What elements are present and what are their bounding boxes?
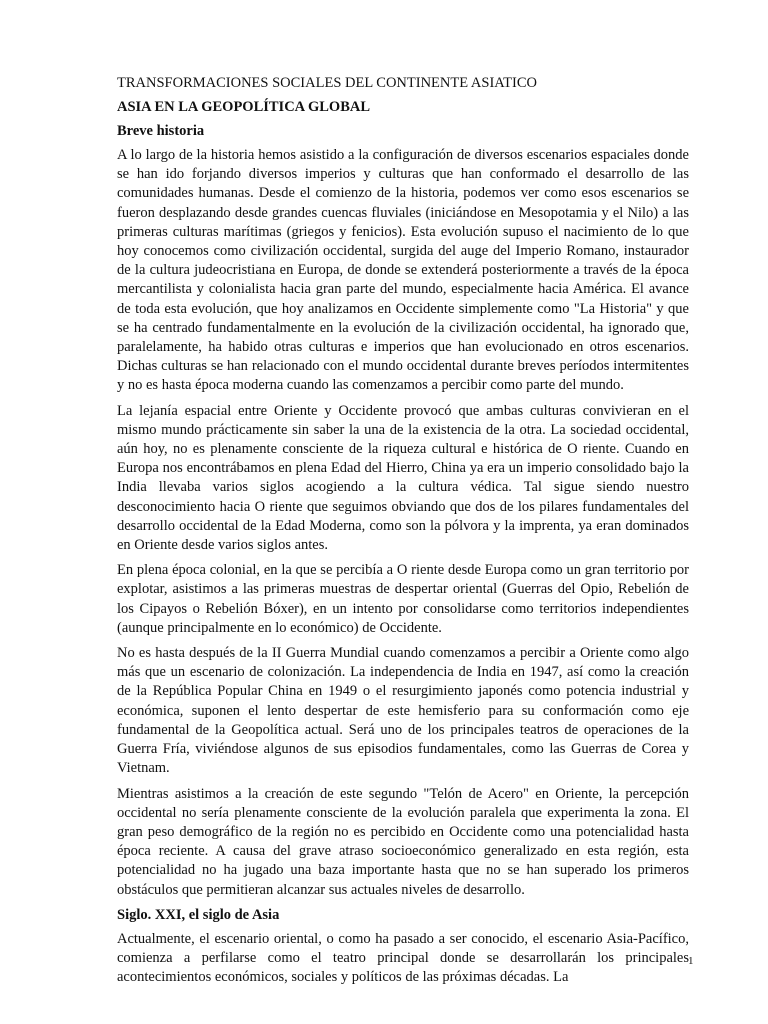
paragraph: La lejanía espacial entre Oriente y Occidente provocó que ambas culturas convivieran en el mismo mundo prácticamente sin saber la una de la existencia de la otra. La sociedad occidental, aún hoy, no es plenamente consciente de la riqueza cultural e histórica de O riente. Cuando en Europa nos encontrábamos en plena Edad del Hierro, China ya era un imperio consolidado bajo la India llevaba varios siglos acogiendo a la cultura védica. Tal sigue siendo nuestro desconocimiento hacia O riente que seguimos obviando que dos de los pilares fundamentales del desarrollo occidental de la Edad Moderna, como son la pólvora y la imprenta, ya eran dominados en Oriente desde varios siglos antes. bbox=[117, 402, 689, 554]
paragraph: Actualmente, el escenario oriental, o como ha pasado a ser conocido, el escenario Asia-Pacífico, comienza a perfilarse como el teatro principal donde se desarrollarán los principales acontecimientos económicos, sociales y políticos de las próximas décadas. La bbox=[117, 930, 689, 986]
document-title: TRANSFORMACIONES SOCIALES DEL CONTINENTE ASIATICO bbox=[117, 75, 537, 91]
page-number: 1 bbox=[688, 955, 694, 967]
subsection-title-breve-historia: Breve historia bbox=[117, 123, 205, 139]
subsection-title-siglo-xxi: Siglo. XXI, el siglo de Asia bbox=[117, 906, 280, 923]
paragraph: No es hasta después de la II Guerra Mundial cuando comenzamos a percibir a Oriente como algo más que un escenario de colonización. La independencia de India en 1947, así como la creación de la República Popular China en 1949 o el resurgimiento japonés como potencia industrial y económica, suponen el lento despertar de este hemisferio para su conformación como eje fundamental de la Geopolítica actual. Será uno de los principales teatros de operaciones de la Guerra Fría, viviéndose algunos de sus episodios fundamentales, como las Guerras de Corea y Vietnam. bbox=[117, 645, 689, 777]
document-page bbox=[117, 74, 689, 993]
paragraph: Mientras asistimos a la creación de este segundo "Telón de Acero" en Oriente, la percepción occidental no sería plenamente consciente de la evolución paralela que experimenta la zona. El gran peso demográfico de la región no es percibido en Occidente como una potencialidad hasta época reciente. A causa del grave atraso socioeconómico generalizado en esta región, esta potencialidad no ha jugado una baza importante hasta que no se han superado los primeros obstáculos que permitieran alcanzar sus actuales niveles de desarrollo. bbox=[117, 785, 689, 898]
paragraph: A lo largo de la historia hemos asistido a la configuración de diversos escenarios espaciales donde se han ido forjando diversos imperios y culturas que han conformado el desarrollo de las comunidades humanas. Desde el comienzo de la historia, podemos ver como esos escenarios se fueron desplazando desde grandes cuencas fluviales (iniciándose en Mesopotamia y el Nilo) a las primeras culturas marítimas (griegos y fenicios). Esta evolución supuso el nacimiento de lo que hoy conocemos como civilización occidental, surgida del auge del Imperio Romano, instaurador de la cultura judeocristiana en Europa, de donde se extenderá posteriormente a través de la época mercantilista y colonialista hacia gran parte del mundo, especialmente hacia América. El avance de toda esta evolución, que hoy analizamos en Occidente simplemente como "La Historia" y que se ha centrado fundamentalmente en la evolución de la civilización occidental, ha ignorado que, paralelamente, ha habido otras culturas e imperios que han evolucionado en otros escenarios. Dichas culturas se han relacionado con el mundo occidental durante breves períodos intermitentes y no es hasta época moderna cuando las comenzamos a percibir como parte del mundo. bbox=[117, 147, 689, 394]
paragraph: En plena época colonial, en la que se percibía a O riente desde Europa como un gran territorio por explotar, asistimos a las primeras muestras de despertar oriental (Guerras del Opio, Rebelión de los Cipayos o Rebelión Bóxer), en un intento por consolidarse como territorios independientes (aunque principalmente en lo económico) de Occidente. bbox=[117, 562, 689, 636]
section-title: ASIA EN LA GEOPOLÍTICA GLOBAL bbox=[117, 99, 371, 115]
